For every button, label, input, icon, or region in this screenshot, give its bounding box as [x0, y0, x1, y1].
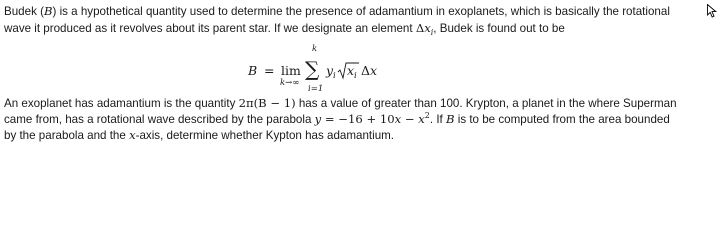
eq-sum: ∑ — [305, 57, 320, 81]
math-minus: − — [401, 112, 419, 126]
eq-lim-sub: k→∞ — [280, 78, 300, 88]
text: wave it produced as it revolves about its parent star. If we designate an element — [4, 22, 416, 35]
eq-sum-top: k — [312, 44, 318, 54]
eq-y-sub: i — [333, 71, 336, 81]
eq-dx: x — [370, 63, 378, 78]
text: is to be computed from the area bounded — [454, 113, 670, 126]
eq-lhs: B — [248, 63, 258, 78]
eq-y: y — [326, 63, 334, 78]
text: -axis, determine whether Kypton has adamantium. — [135, 129, 395, 142]
math-expr-part: = −16 + 10 — [321, 112, 395, 126]
text: ) is a hypothetical quantity used to determine the presence of adamantium in exoplanets, which is basically the rotational — [52, 5, 670, 18]
eq-x-sub: i — [354, 71, 357, 81]
paragraph-1-line-1 — [4, 3, 670, 19]
text: An exoplanet has adamantium is the quantity — [4, 97, 239, 110]
text: has a value of greater than 100. Krypton, a planet in the where Superman — [295, 97, 677, 110]
math-y: y — [314, 112, 322, 126]
text: came from, has a rotational wave described by the parabola — [4, 113, 315, 126]
paragraph-2-line-1 — [4, 95, 677, 111]
math-delta: Δ — [415, 21, 425, 35]
text: . If — [429, 113, 446, 126]
math-x: x — [394, 112, 402, 126]
math-x: x — [129, 128, 136, 142]
math-B: B — [43, 4, 53, 18]
eq-delta: Δ — [361, 63, 371, 78]
text: by the parabola and the — [4, 129, 130, 142]
math-power: 2 — [424, 111, 430, 120]
paragraph-2-line-2 — [4, 111, 670, 127]
eq-lim: lim — [281, 63, 301, 78]
cursor-icon — [707, 4, 718, 18]
eq-x: x — [347, 63, 355, 78]
sqrt-sign — [337, 61, 359, 81]
math-x: x — [418, 112, 425, 126]
paragraph-1-line-2 — [4, 20, 565, 36]
math-sub-i: i — [430, 28, 434, 37]
math-B: B — [445, 112, 455, 126]
paragraph-2-line-3 — [4, 127, 394, 143]
math-x: x — [424, 21, 431, 35]
text: , Budek is found out to be — [433, 22, 565, 35]
eq-equals: = — [264, 63, 275, 78]
eq-sum-bottom: i=1 — [308, 84, 324, 94]
text: Budek ( — [4, 5, 44, 18]
math-expr: 2π(B − 1) — [238, 96, 296, 110]
